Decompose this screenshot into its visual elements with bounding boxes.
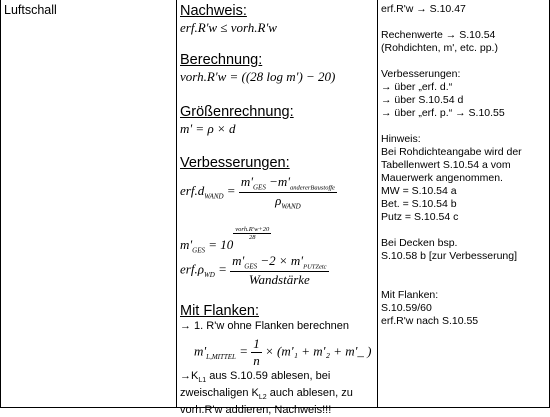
fraction bbox=[239, 174, 337, 210]
formula-m-l-mittel: $m'_{L,MITTEL}$ = $\frac{1}{n}$ × (m'₁ + m'₂ + m'_ ) bbox=[194, 336, 372, 368]
formula-sub: L,MITTEL bbox=[206, 353, 236, 362]
note-sub: L2 bbox=[258, 394, 267, 402]
numerator-term: −m' bbox=[265, 174, 291, 189]
reference-line: Verbesserungen: bbox=[381, 68, 461, 80]
formula-exponent bbox=[233, 226, 271, 241]
reference-cell bbox=[381, 3, 549, 328]
fraction-numerator bbox=[239, 174, 337, 193]
numerator-sub: GES bbox=[253, 183, 266, 192]
fraction-denominator bbox=[239, 193, 337, 211]
groessen-heading: Größenrechnung: bbox=[180, 104, 294, 120]
numerator-term: m' bbox=[240, 174, 253, 189]
denominator-term: ρ bbox=[275, 192, 282, 208]
flanken-note-line: vorh.R'w addieren, Nachweis!!! bbox=[180, 404, 332, 417]
formula-erf-rho-wd: $erf.\rho_{WD}$ = $\frac{m'_{GES} -2 \times m'_{PUTZetc}}{\text{Wandstärke}}$ bbox=[180, 253, 327, 287]
flanken-heading: Mit Flanken: bbox=[180, 303, 259, 319]
reference-line: → über S.10.54 d bbox=[381, 94, 464, 106]
reference-line: S.10.58 b [zur Verbesserung] bbox=[381, 250, 518, 262]
table-border-left bbox=[0, 0, 1, 407]
verbesserungen-heading: Verbesserungen: bbox=[180, 155, 290, 171]
reference-line: S.10.59/60 bbox=[381, 302, 432, 314]
reference-line: erf.R'w → S.10.47 bbox=[381, 3, 466, 15]
note-text: zweischaligen K bbox=[180, 387, 259, 400]
fraction-denominator: n bbox=[253, 353, 260, 368]
flanken-step-1: → 1. R'w ohne Flanken berechnen bbox=[180, 320, 350, 332]
formula-erf-d-wand: $erf.d_{WAND}$ = $\frac{m'_{GES} -m'_{andererBaustoffe}}{\rho_{WAND}}$ bbox=[180, 174, 335, 211]
nachweis-heading: Nachweis: bbox=[180, 3, 247, 19]
reference-line: erf.R'w nach S.10.55 bbox=[381, 315, 479, 327]
nachweis-formula: erf.R'w ≤ vorh.R'w bbox=[180, 20, 277, 35]
formula-lhs: erf.ρ bbox=[180, 261, 204, 277]
berechnung-formula: vorh.R'w = ((28 log m') − 20) bbox=[180, 69, 336, 84]
numerator-sub: PUTZetc bbox=[303, 263, 327, 271]
formula-sub: WAND bbox=[204, 192, 224, 201]
flanken-notes bbox=[180, 370, 353, 417]
reference-line: Bei Rohdichteangabe wird der bbox=[381, 146, 522, 158]
fraction-numerator: 1 bbox=[253, 336, 260, 351]
reference-line: Mit Flanken: bbox=[381, 289, 439, 301]
numerator-term: m' bbox=[232, 253, 245, 268]
reference-line: Putz = S.10.54 c bbox=[381, 211, 459, 223]
formula-m-ges bbox=[180, 226, 271, 255]
formula-rhs: × (m'₁ + m'₂ + m'_ ) bbox=[264, 343, 372, 359]
reference-line: (Rohdichten, m', etc. pp.) bbox=[381, 42, 498, 54]
exponent-fraction bbox=[233, 226, 271, 241]
denominator-sub: WAND bbox=[281, 202, 301, 211]
formula-rhs: = 10 bbox=[205, 237, 234, 253]
reference-line: → über „erf. p.“ → S.10.55 bbox=[381, 107, 505, 119]
flanken-note-line bbox=[180, 387, 353, 404]
reference-line: MW = S.10.54 a bbox=[381, 185, 457, 197]
formula-lhs: m' bbox=[180, 237, 193, 253]
reference-line: Hinweis: bbox=[381, 133, 421, 145]
formula-lhs: m' bbox=[194, 343, 207, 359]
reference-line: Mauerwerk angenommen. bbox=[381, 172, 503, 184]
fraction bbox=[251, 336, 262, 369]
flanken-note-line bbox=[180, 370, 353, 387]
reference-line: → über „erf. d.“ bbox=[381, 81, 453, 93]
column-divider bbox=[176, 0, 177, 407]
exponent-numerator: vorh.R'w+20 bbox=[235, 226, 270, 233]
note-text: →K bbox=[180, 370, 199, 382]
numerator-sub: GES bbox=[244, 262, 258, 271]
formula-sub: WD bbox=[203, 270, 215, 279]
fraction bbox=[230, 253, 328, 288]
column-divider bbox=[377, 0, 378, 407]
berechnung-heading: Berechnung: bbox=[180, 52, 263, 68]
exponent-denominator: 28 bbox=[249, 234, 256, 241]
groessen-formula: m' = ρ × d bbox=[180, 121, 236, 136]
numerator-term: −2 × m' bbox=[257, 253, 304, 268]
fraction-numerator bbox=[230, 253, 328, 272]
numerator-sub: andererBaustoffe bbox=[290, 184, 335, 192]
note-sub: L1 bbox=[198, 377, 207, 385]
note-text: aus S.10.59 ablesen, bei bbox=[206, 370, 331, 382]
reference-line: Bei Decken bsp. bbox=[381, 237, 458, 249]
fraction-denominator: Wandstärke bbox=[248, 271, 310, 287]
note-text: auch ablesen, zu bbox=[266, 387, 353, 400]
reference-line: Bet. = S.10.54 b bbox=[381, 198, 457, 210]
formula-sub: GES bbox=[192, 246, 206, 255]
formula-lhs: erf.d bbox=[180, 183, 205, 199]
row-label: Luftschall bbox=[4, 3, 57, 17]
reference-line: Tabellenwert S.10.54 a vom bbox=[381, 159, 511, 171]
reference-line: Rechenwerte → S.10.54 bbox=[381, 29, 496, 41]
